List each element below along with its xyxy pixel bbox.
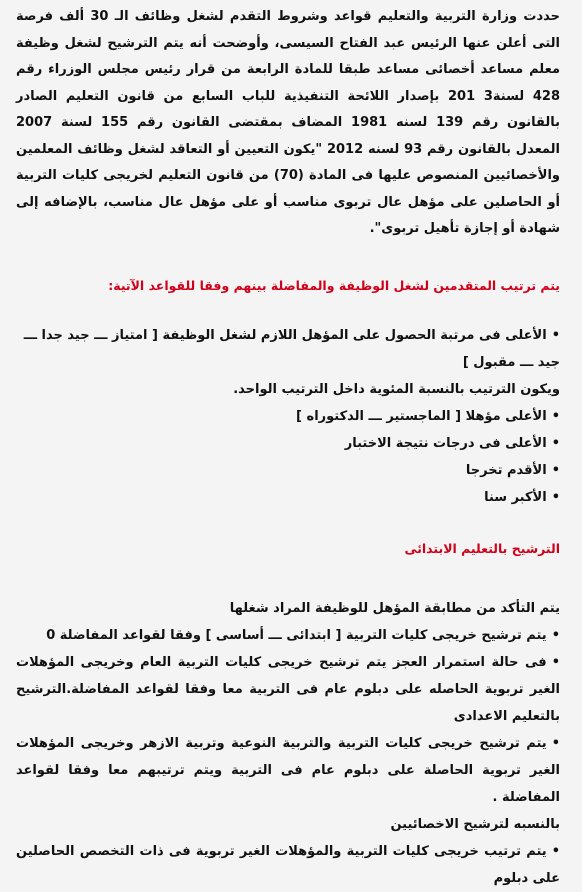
list-item: •الأعلى فى درجات نتيجة الاختبار bbox=[16, 430, 560, 457]
criteria-list bbox=[16, 322, 560, 511]
bullet-icon: • bbox=[551, 654, 560, 670]
criteria-note: ويكون الترتيب بالنسبة المئوية داخل الترتيب الواحد. bbox=[233, 381, 560, 397]
list-item: •فى حالة استمرار العجز يتم ترشيح خريجى كليات التربية العام وخريجى المؤهلات الغير تربوية الحاصله على دبلوم عام فى التربية معا وفقا لقواعد المفاضلة.الترشيح بالتعليم الاعدادى bbox=[16, 649, 560, 730]
list-item: •يتم ترشيح خريجى كليات التربية [ ابتدائى ـــ أساسى ] وفقا لقواعد المفاضلة 0 bbox=[16, 622, 560, 649]
list-item: •الأعلى مؤهلا [ الماجستير ـــ الدكتوراه ] bbox=[16, 403, 560, 430]
primary-intro: يتم التأكد من مطابقة المؤهل للوظيفة المراد شغلها bbox=[229, 600, 560, 616]
specialists-list bbox=[16, 838, 560, 892]
bullet-icon: • bbox=[551, 462, 560, 478]
bullet-icon: • bbox=[551, 435, 560, 451]
bullet-icon: • bbox=[551, 327, 560, 343]
bullet-icon: • bbox=[551, 627, 560, 643]
bullet-icon: • bbox=[551, 489, 560, 505]
criteria-heading: يتم ترتيب المتقدمين لشغل الوظيفة والمفاضلة بينهم وفقا للقواعد الآتية: bbox=[108, 277, 560, 293]
list-item: •الأقدم تخرجا bbox=[16, 457, 560, 484]
list-item: •الأكبر سنا bbox=[16, 484, 560, 511]
list-item: •الأعلى فى مرتبة الحصول على المؤهل اللازم لشغل الوظيفة [ امتياز ـــ جيد جدا ـــ جيد ـــ مقبول ] bbox=[16, 322, 560, 376]
intro-paragraph: حددت وزارة التربية والتعليم قواعد وشروط التقدم لشغل وظائف الـ 30 ألف فرصة التى أعلن عنها الرئيس عبد الفتاح السيسى، وأوضحت أنه يتم الترشيح لشغل وظيفة معلم مساعد أخصائى مساعد طبقا للمادة الرابعة من قرار رئيس مجلس الوزراء رقم 428 لسنة3 201 بإصدار اللائحة التنفيذية للباب السابع من قانون التعليم الصادر بالقانون رقم 139 لسنه 1981 المضاف بمقتضى القانون رقم 155 لسنة 2007 المعدل بالقانون رقم 93 لسنه 2012 "يكون التعيين أو التعاقد لشغل وظائف المعلمين والأخصائيين المنصوص عليها فى المادة (70) من قانون التعليم لخريجى كليات التربية أو الحاصلين على مؤهل عال تربوى مناسب أو على مؤهل عال مناسب، بالإضافه إلى شهادة أو إجازة تأهيل تربوى". bbox=[16, 9, 561, 236]
primary-list bbox=[16, 622, 560, 811]
bullet-icon: • bbox=[551, 843, 560, 859]
list-item: •يتم ترشيح خريجى كليات التربية والتربية النوعية وتربية الازهر وخريجى المؤهلات الغير تربوية الحاصلة على دبلوم عام فى التربية ويتم ترتيبهم معا وفقا لقواعد المفاضلة . bbox=[16, 730, 560, 811]
list-item: •يتم ترتيب خريجى كليات التربية والمؤهلات الغير تربوية فى ذات التخصص الحاصلين على دبلوم bbox=[16, 838, 560, 892]
specialists-heading: بالنسبه لترشيح الاخصائيين bbox=[390, 816, 560, 832]
bullet-icon: • bbox=[551, 408, 560, 424]
primary-heading: الترشيح بالتعليم الابتدائى bbox=[404, 540, 560, 556]
bullet-icon: • bbox=[551, 735, 560, 751]
